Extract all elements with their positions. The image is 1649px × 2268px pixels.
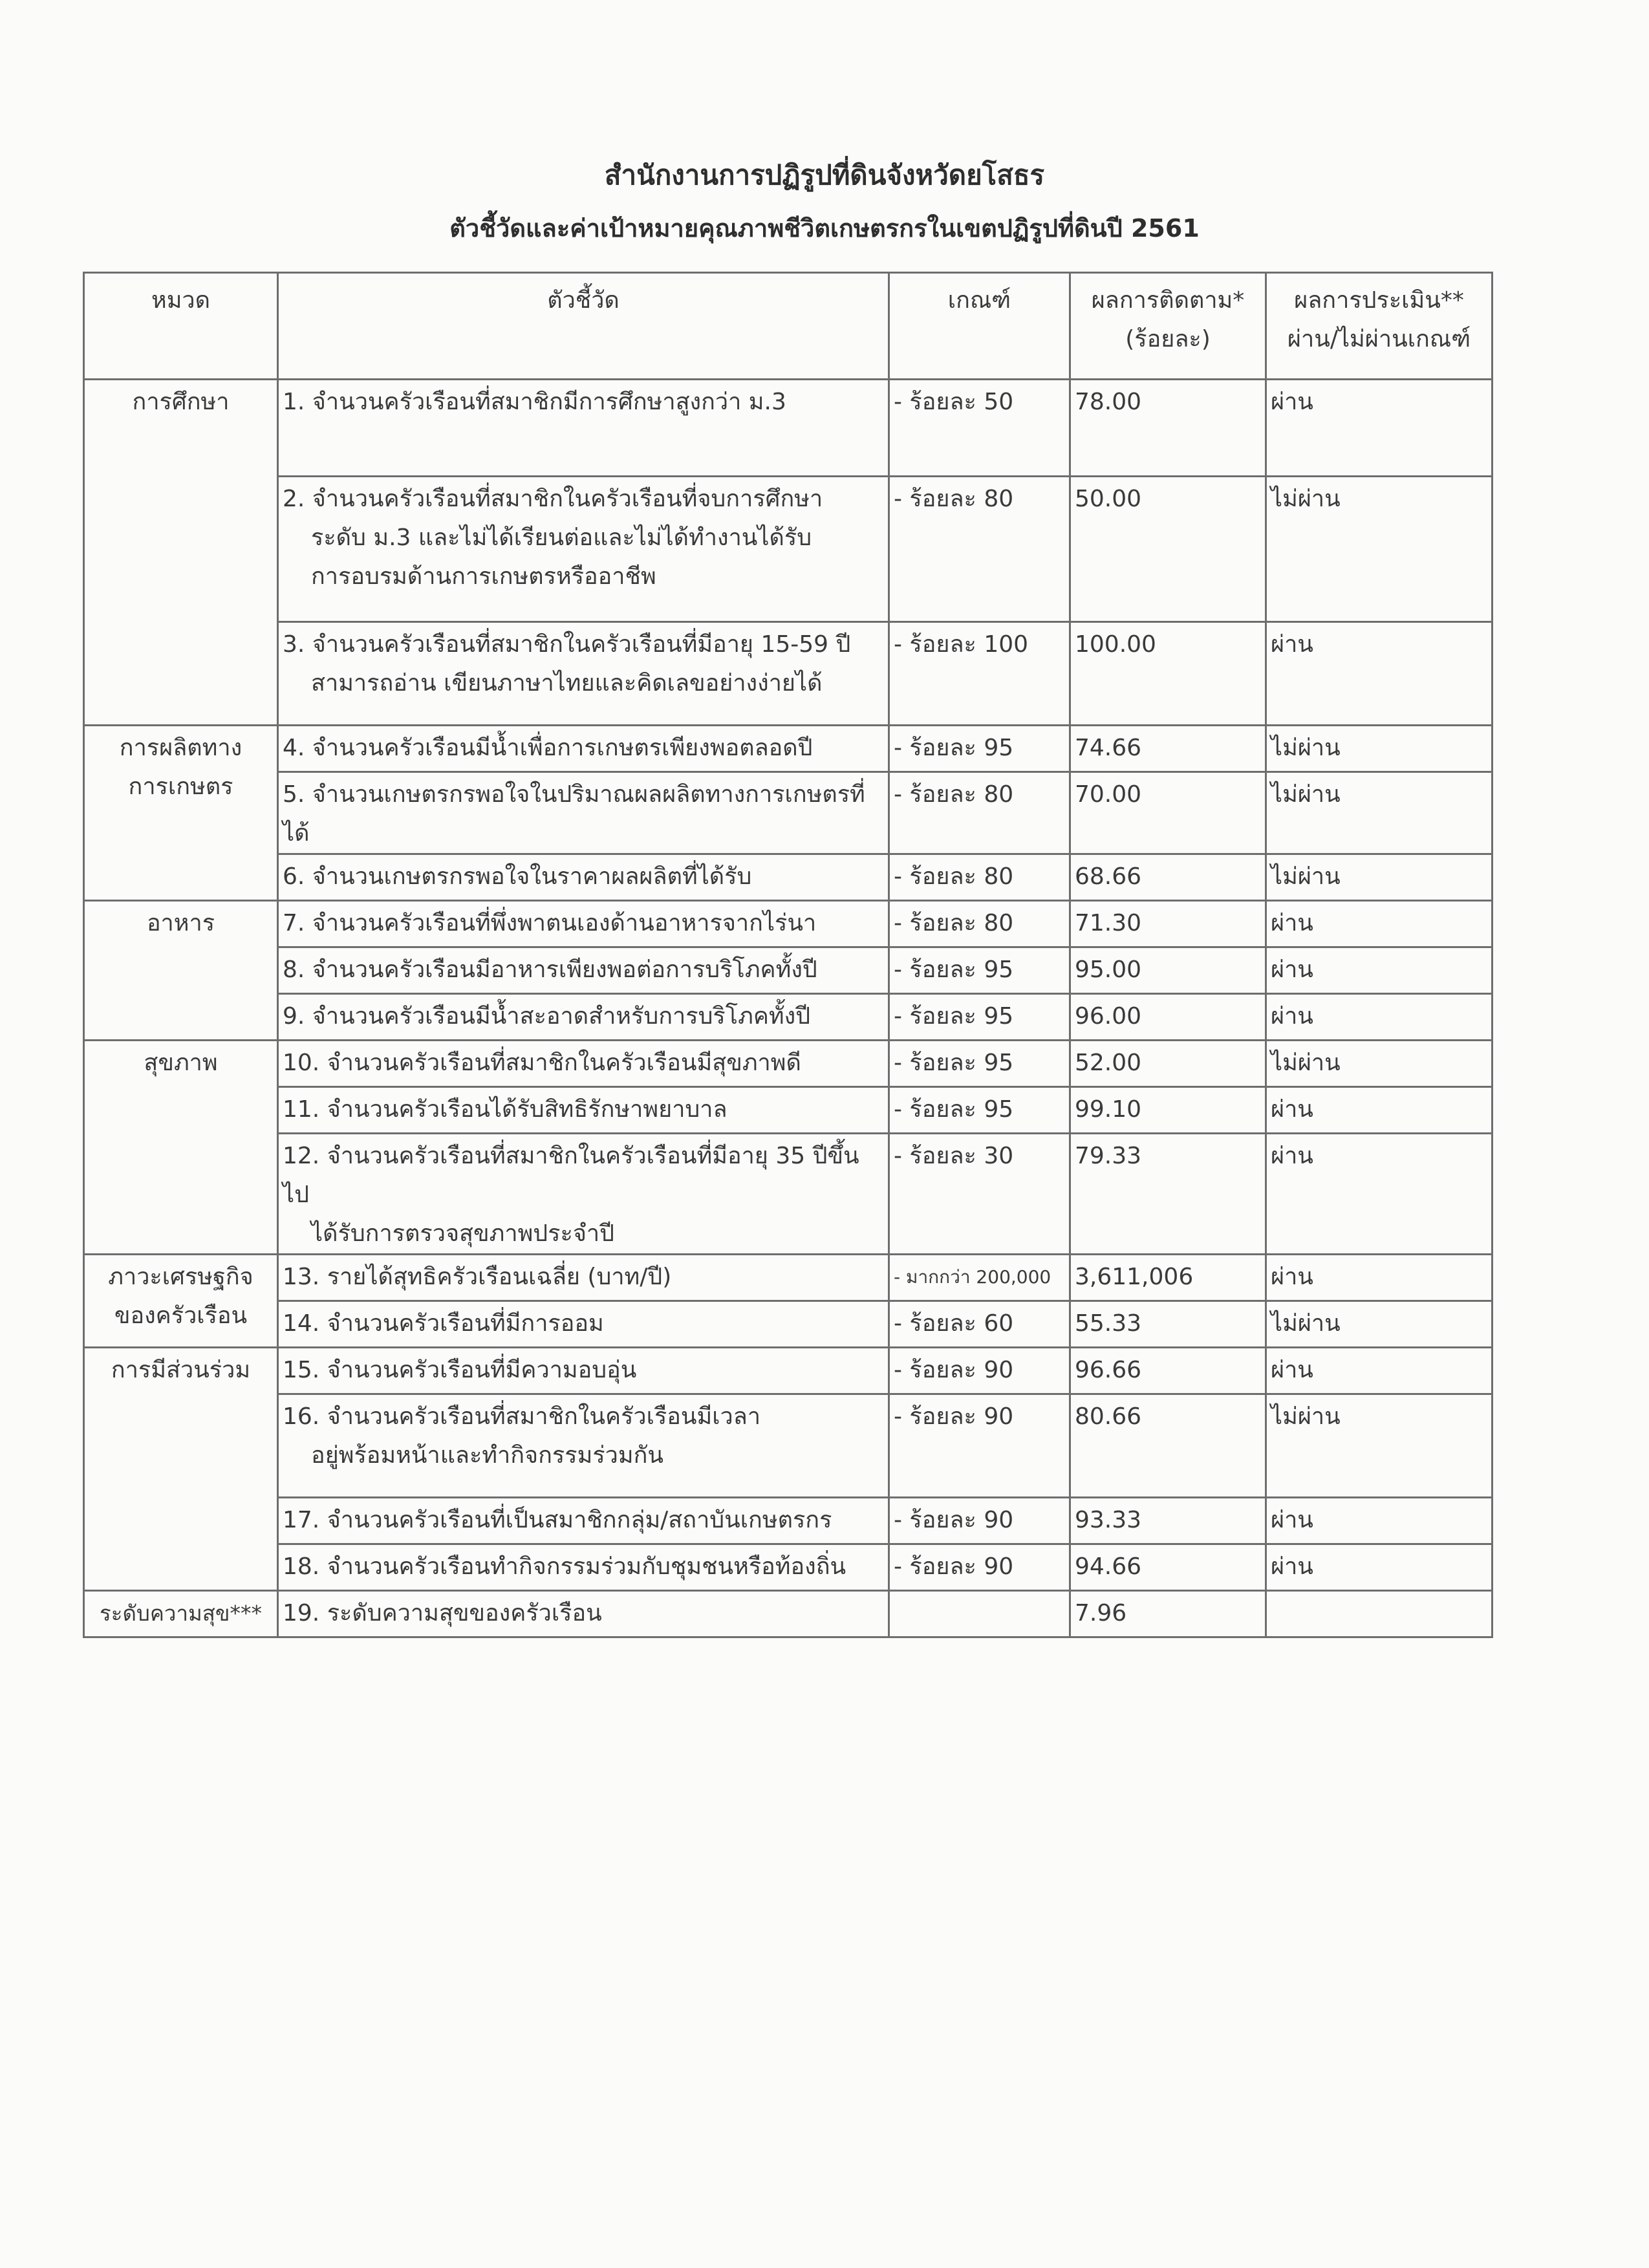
header-indicator: ตัวชี้วัด (278, 273, 889, 380)
header-monitor-line2: (ร้อยละ) (1125, 326, 1211, 352)
criterion-cell: - ร้อยละ 90 (889, 1498, 1070, 1544)
assessment-cell (1266, 1591, 1493, 1637)
criterion-cell: - ร้อยละ 95 (889, 947, 1070, 994)
assessment-cell: ไม่ผ่าน (1266, 854, 1493, 901)
header-monitor (1070, 273, 1266, 380)
criterion-cell: - ร้อยละ 90 (889, 1544, 1070, 1591)
indicator-cell: 1. จำนวนครัวเรือนที่สมาชิกมีการศึกษาสูงกว่า ม.3 (278, 380, 889, 477)
assessment-cell: ผ่าน (1266, 1087, 1493, 1134)
criterion-cell: - ร้อยละ 80 (889, 854, 1070, 901)
indicator-cell: 11. จำนวนครัวเรือนได้รับสิทธิรักษาพยาบาล (278, 1087, 889, 1134)
criterion-cell: - ร้อยละ 95 (889, 1041, 1070, 1087)
criterion-cell: - ร้อยละ 95 (889, 994, 1070, 1041)
header-criterion: เกณฑ์ (889, 273, 1070, 380)
category-household-economy: ภาวะเศรษฐกิจ ของครัวเรือน (84, 1255, 278, 1348)
indicator-cell: 7. จำนวนครัวเรือนที่พึ่งพาตนเองด้านอาหารจากไร่นา (278, 901, 889, 947)
indicator-cell: 8. จำนวนครัวเรือนมีอาหารเพียงพอต่อการบริโภคทั้งปี (278, 947, 889, 994)
table-row (84, 477, 1493, 622)
indicator-cell: 13. รายได้สุทธิครัวเรือนเฉลี่ย (บาท/ปี) (278, 1255, 889, 1301)
category-health: สุขภาพ (84, 1041, 278, 1255)
indicator-table (83, 272, 1493, 1638)
monitor-value-cell: 94.66 (1070, 1544, 1266, 1591)
category-happiness: ระดับความสุข*** (84, 1591, 278, 1637)
document-subtitle: ตัวชี้วัดและค่าเป้าหมายคุณภาพชีวิตเกษตรกรในเขตปฏิรูปที่ดินปี 2561 (449, 214, 1200, 243)
monitor-value-cell: 55.33 (1070, 1301, 1266, 1348)
table-row (84, 726, 1493, 772)
assessment-cell: ผ่าน (1266, 1498, 1493, 1544)
assessment-cell: ผ่าน (1266, 994, 1493, 1041)
assessment-cell: ไม่ผ่าน (1266, 1301, 1493, 1348)
table-row (84, 772, 1493, 854)
criterion-cell: - ร้อยละ 95 (889, 1087, 1070, 1134)
criterion-cell: - ร้อยละ 100 (889, 622, 1070, 726)
assessment-cell: ผ่าน (1266, 1134, 1493, 1255)
table-row (84, 380, 1493, 477)
category-agriculture: การผลิตทาง การเกษตร (84, 726, 278, 901)
table-row (84, 854, 1493, 901)
indicator-cell: 9. จำนวนครัวเรือนมีน้ำสะอาดสำหรับการบริโภคทั้งปี (278, 994, 889, 1041)
assessment-cell: ไม่ผ่าน (1266, 1394, 1493, 1498)
assessment-cell: ผ่าน (1266, 1348, 1493, 1394)
indicator-cell: 2. จำนวนครัวเรือนที่สมาชิกในครัวเรือนที่จบการศึกษา ระดับ ม.3 และไม่ได้เรียนต่อและไม่ได้ทำงานได้รับ การอบรมด้านการเกษตรหรืออาชีพ (278, 477, 889, 622)
criterion-cell (889, 1591, 1070, 1637)
monitor-value-cell: 79.33 (1070, 1134, 1266, 1255)
monitor-value-cell: 95.00 (1070, 947, 1266, 994)
monitor-value-cell: 7.96 (1070, 1591, 1266, 1637)
header-category: หมวด (84, 273, 278, 380)
criterion-cell: - ร้อยละ 30 (889, 1134, 1070, 1255)
indicator-cell: 15. จำนวนครัวเรือนที่มีความอบอุ่น (278, 1348, 889, 1394)
category-education: การศึกษา (84, 380, 278, 726)
table-row (84, 901, 1493, 947)
table-row (84, 1301, 1493, 1348)
header-monitor-line1: ผลการติดตาม* (1091, 287, 1245, 314)
criterion-cell: - ร้อยละ 95 (889, 726, 1070, 772)
assessment-cell: ไม่ผ่าน (1266, 726, 1493, 772)
criterion-cell: - ร้อยละ 90 (889, 1394, 1070, 1498)
indicator-cell: 18. จำนวนครัวเรือนทำกิจกรรมร่วมกับชุมชนหรือท้องถิ่น (278, 1544, 889, 1591)
monitor-value-cell: 96.66 (1070, 1348, 1266, 1394)
table-row (84, 1544, 1493, 1591)
criterion-cell: - ร้อยละ 80 (889, 477, 1070, 622)
criterion-cell: - มากกว่า 200,000 (889, 1255, 1070, 1301)
table-header-row (84, 273, 1493, 380)
assessment-cell: ไม่ผ่าน (1266, 772, 1493, 854)
indicator-cell: 10. จำนวนครัวเรือนที่สมาชิกในครัวเรือนมีสุขภาพดี (278, 1041, 889, 1087)
table-row (84, 994, 1493, 1041)
table-row (84, 1498, 1493, 1544)
monitor-value-cell: 99.10 (1070, 1087, 1266, 1134)
indicator-cell: 17. จำนวนครัวเรือนที่เป็นสมาชิกกลุ่ม/สถาบันเกษตรกร (278, 1498, 889, 1544)
criterion-cell: - ร้อยละ 80 (889, 772, 1070, 854)
table-row (84, 947, 1493, 994)
criterion-cell: - ร้อยละ 60 (889, 1301, 1070, 1348)
table-row (84, 1087, 1493, 1134)
monitor-value-cell: 50.00 (1070, 477, 1266, 622)
criterion-cell: - ร้อยละ 80 (889, 901, 1070, 947)
monitor-value-cell: 70.00 (1070, 772, 1266, 854)
monitor-value-cell: 96.00 (1070, 994, 1266, 1041)
assessment-cell: ผ่าน (1266, 901, 1493, 947)
monitor-value-cell: 52.00 (1070, 1041, 1266, 1087)
table-row (84, 1255, 1493, 1301)
category-participation: การมีส่วนร่วม (84, 1348, 278, 1591)
criterion-cell: - ร้อยละ 90 (889, 1348, 1070, 1394)
assessment-cell: ผ่าน (1266, 947, 1493, 994)
document-title: สำนักงานการปฏิรูปที่ดินจังหวัดยโสธร (604, 159, 1045, 191)
indicator-cell: 5. จำนวนเกษตรกรพอใจในปริมาณผลผลิตทางการเกษตรที่ได้ (278, 772, 889, 854)
indicator-cell: 19. ระดับความสุขของครัวเรือน (278, 1591, 889, 1637)
header-assess-line2: ผ่าน/ไม่ผ่านเกณฑ์ (1287, 326, 1471, 352)
header-assess-line1: ผลการประเมิน** (1294, 287, 1464, 314)
indicator-cell: 16. จำนวนครัวเรือนที่สมาชิกในครัวเรือนมีเวลา อยู่พร้อมหน้าและทำกิจกรรมร่วมกัน (278, 1394, 889, 1498)
indicator-cell: 4. จำนวนครัวเรือนมีน้ำเพื่อการเกษตรเพียงพอตลอดปี (278, 726, 889, 772)
assessment-cell: ผ่าน (1266, 1255, 1493, 1301)
indicator-cell: 6. จำนวนเกษตรกรพอใจในราคาผลผลิตที่ได้รับ (278, 854, 889, 901)
monitor-value-cell: 93.33 (1070, 1498, 1266, 1544)
header-assessment (1266, 273, 1493, 380)
table-row (84, 1394, 1493, 1498)
table-row (84, 1134, 1493, 1255)
assessment-cell: ไม่ผ่าน (1266, 477, 1493, 622)
table-row (84, 1591, 1493, 1637)
monitor-value-cell: 74.66 (1070, 726, 1266, 772)
monitor-value-cell: 100.00 (1070, 622, 1266, 726)
criterion-cell: - ร้อยละ 50 (889, 380, 1070, 477)
monitor-value-cell: 71.30 (1070, 901, 1266, 947)
assessment-cell: ไม่ผ่าน (1266, 1041, 1493, 1087)
category-food: อาหาร (84, 901, 278, 1041)
table-row (84, 1348, 1493, 1394)
monitor-value-cell: 80.66 (1070, 1394, 1266, 1498)
table-row (84, 622, 1493, 726)
indicator-cell: 14. จำนวนครัวเรือนที่มีการออม (278, 1301, 889, 1348)
assessment-cell: ผ่าน (1266, 1544, 1493, 1591)
indicator-cell: 12. จำนวนครัวเรือนที่สมาชิกในครัวเรือนที่มีอายุ 35 ปีขึ้นไป ได้รับการตรวจสุขภาพประจำปี (278, 1134, 889, 1255)
monitor-value-cell: 3,611,006 (1070, 1255, 1266, 1301)
table-row (84, 1041, 1493, 1087)
assessment-cell: ผ่าน (1266, 380, 1493, 477)
monitor-value-cell: 78.00 (1070, 380, 1266, 477)
indicator-cell: 3. จำนวนครัวเรือนที่สมาชิกในครัวเรือนที่มีอายุ 15-59 ปี สามารถอ่าน เขียนภาษาไทยและคิดเลขอย่างง่ายได้ (278, 622, 889, 726)
monitor-value-cell: 68.66 (1070, 854, 1266, 901)
assessment-cell: ผ่าน (1266, 622, 1493, 726)
